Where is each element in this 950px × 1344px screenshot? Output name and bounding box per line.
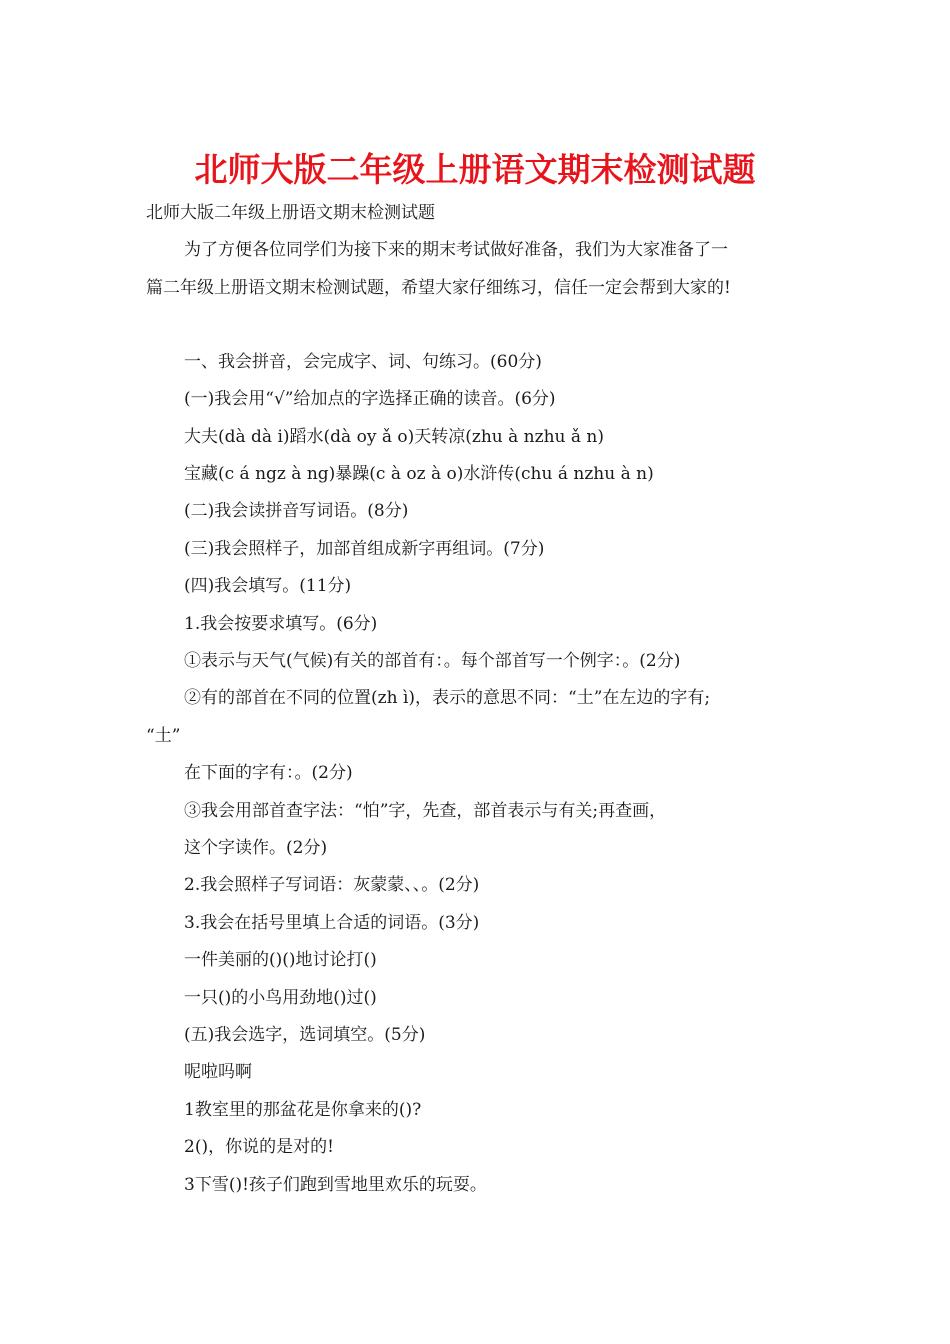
- intro-line: 篇二年级上册语文期末检测试题，希望大家仔细练习，信任一定会帮到大家的!: [146, 278, 731, 298]
- question-line: 大夫(dà dà i)蹈水(dà oy ǎ o)天转凉(zhu à nzhu ǎ n): [184, 427, 605, 447]
- question-line: 呢啦吗啊: [184, 1062, 252, 1082]
- question-line: 3下雪()!孩子们跑到雪地里欢乐的玩耍。: [184, 1175, 487, 1195]
- question-line: 3.我会在括号里填上合适的词语。(3分): [184, 913, 480, 933]
- question-line: “土”: [146, 726, 181, 746]
- question-line: 2.我会照样子写词语：灰蒙蒙、、。(2分): [184, 875, 480, 895]
- question-line: (五)我会选字，选词填空。(5分): [184, 1025, 426, 1045]
- document-subtitle: 北师大版二年级上册语文期末检测试题: [146, 203, 435, 223]
- question-line: 宝藏(c á ngz à ng)暴躁(c à oz à o)水浒传(chu á nzhu à n): [184, 464, 654, 484]
- question-line: 一件美丽的()()地讨论打(): [184, 950, 377, 970]
- question-line: ③我会用部首查字法：“怕”字，先查，部首表示与有关;再查画，: [184, 801, 667, 821]
- document-title: 北师大版二年级上册语文期末检测试题: [194, 150, 756, 189]
- question-line: (一)我会用“√”给加点的字选择正确的读音。(6分): [184, 389, 556, 409]
- section-heading: 一、我会拼音，会完成字、词、句练习。(60分): [184, 352, 542, 372]
- question-line: (二)我会读拼音写词语。(8分): [184, 501, 409, 521]
- question-line: (三)我会照样子，加部首组成新字再组词。(7分): [184, 539, 545, 559]
- question-line: 在下面的字有：。(2分): [184, 763, 353, 783]
- question-line: (四)我会填写。(11分): [184, 576, 352, 596]
- question-line: ②有的部首在不同的位置(zh ì)，表示的意思不同：“土”在左边的字有;: [184, 688, 711, 708]
- question-line: 1.我会按要求填写。(6分): [184, 614, 378, 634]
- intro-line: 为了方便各位同学们为接下来的期末考试做好准备，我们为大家准备了一: [184, 240, 728, 260]
- question-line: 这个字读作。(2分): [184, 838, 328, 858]
- question-line: 1教室里的那盆花是你拿来的()?: [184, 1100, 422, 1120]
- question-line: 2()，你说的是对的!: [184, 1137, 334, 1157]
- question-line: ①表示与天气(气候)有关的部首有：。每个部首写一个例字：。(2分): [184, 651, 681, 671]
- question-line: 一只()的小鸟用劲地()过(): [184, 988, 377, 1008]
